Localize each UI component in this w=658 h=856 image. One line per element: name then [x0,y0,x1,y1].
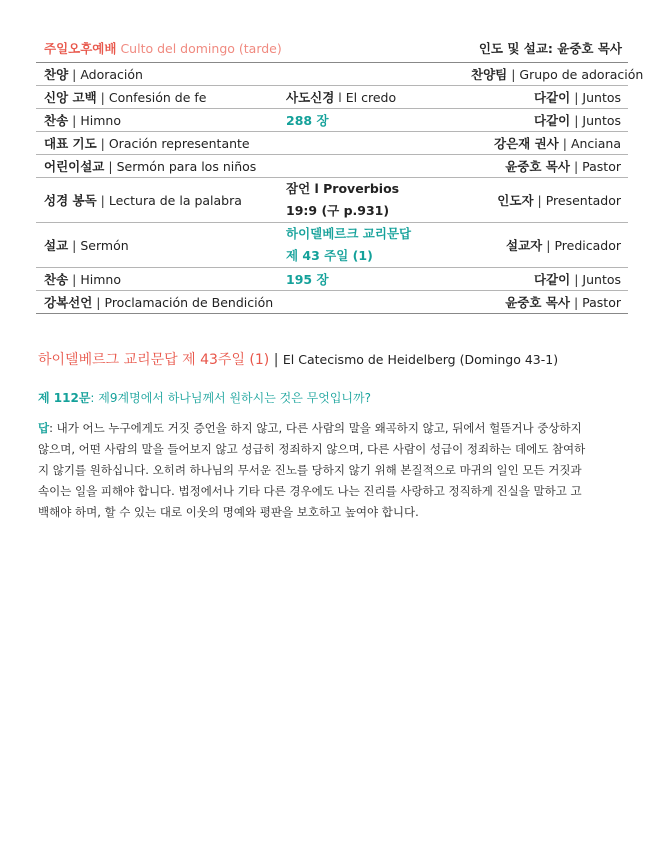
answer-text: : 내가 어느 누구에게도 거짓 증언을 하지 않고, 다른 사람의 말을 왜곡하지 않고, 뒤에서 헐뜯거나 중상하지 않으며, 어떤 사람의 말을 들어보지 않고 성급히 정죄하지 않으며, 다른 사람이 성급이 정죄하는 데에도 참여하지 않기를 원하십니다. 오히려 하나님의 무서운 진노를 당하지 않기 위해 본질적으로 마귀의 일인 모든 거짓과 속이는 일을 피해야 합니다. 법정에서나 기타 다른 경우에도 나는 진리를 사랑하고 정직하게 진실을 말하고 고백해야 하며, 할 수 있는 대로 이웃의 명예와 평판을 보호하고 높여야 합니다. [38,421,586,519]
item-name-es: Himno [80,113,121,128]
leader-ko: 윤중호 목사 [505,159,570,174]
leader-es: Juntos [582,113,621,128]
detail-ko: 사도신경 [286,90,335,105]
table-row [36,109,628,132]
separator: | [100,193,105,208]
service-header [36,36,628,63]
separator: | [574,272,579,287]
item-name-es: Himno [80,272,121,287]
leader-ko: 찬양팀 [471,67,508,82]
leader-es: Predicador [554,238,621,253]
separator: | [100,90,105,105]
leader-es: Pastor [582,295,621,310]
table-row [36,268,628,291]
separator: | [273,352,279,368]
item-name-ko: 찬송 [44,272,69,287]
separator: | [573,295,579,310]
question-text: : 제9계명에서 하나님께서 원하시는 것은 무엇입니까? [90,391,371,405]
table-row [36,63,628,86]
table-row [36,86,628,109]
leader-ko: 인도자 [497,193,534,208]
scripture-reference: 19:9 (구 p.931) [286,203,390,218]
leader-es: Juntos [582,90,621,105]
catechism-title [36,349,628,369]
separator: | [72,67,77,82]
catechism-answer [36,418,588,523]
service-title-ko: 주일오후예배 [44,41,117,56]
separator: | [100,136,105,151]
leader-es: Juntos [582,272,621,287]
item-name-ko: 어린이설교 [44,159,105,174]
separator: | [72,113,77,128]
table-row [36,223,628,268]
item-name-ko: 강복선언 [44,295,93,310]
catechism-question [36,389,628,406]
leader-ko: 다같이 [533,272,571,287]
separator: | [511,67,516,82]
catechism-title-ko: 하이델베르그 교리문답 제 43주일 (1) [38,352,270,368]
separator: | [72,272,77,287]
service-title-es: Culto del domingo (tarde) [120,41,282,56]
hymn-number: 195 장 [286,272,329,287]
table-row [36,155,628,178]
leader-ko: 설교자 [506,238,543,253]
separator: | [537,193,542,208]
table-row [36,291,628,314]
separator: | [574,113,579,128]
item-name-ko: 찬양 [44,67,69,82]
item-name-es: Lectura de la palabra [108,193,242,208]
item-name-es: Oración representante [108,136,250,151]
separator: | [72,238,77,253]
item-name-es: Sermón para los niños [116,159,257,174]
scripture-book: 잠언 l Proverbios [286,181,400,196]
bulletin-page [36,36,644,523]
item-name-es: Confesión de fe [108,90,207,105]
hymn-number: 288 장 [286,113,329,128]
sermon-subtitle: 제 43 주일 (1) [286,248,373,263]
leader-ko: 강은재 권사 [494,136,559,151]
item-name-ko: 대표 기도 [44,136,97,151]
table-row [36,132,628,155]
order-of-worship-table [36,63,644,314]
leader-es: Presentador [545,193,621,208]
leader-ko: 다같이 [533,90,571,105]
separator: | [574,90,579,105]
item-name-es: Adoración [80,67,143,82]
service-preacher [479,39,622,57]
preacher-label: 인도 및 설교: 윤중호 목사 [478,41,622,56]
item-name-ko: 찬송 [44,113,69,128]
item-name-es: Sermón [80,238,129,253]
catechism-title-en: El Catecismo de Heidelberg (Domingo 43-1) [282,352,559,367]
separator: | [546,238,551,253]
separator: l [338,90,342,105]
separator: | [562,136,567,151]
item-name-ko: 성경 봉독 [44,193,97,208]
leader-ko: 다같이 [533,113,571,128]
separator: | [96,295,101,310]
leader-es: Anciana [570,136,621,151]
leader-es: Pastor [582,159,621,174]
item-name-es: Proclamación de Bendición [104,295,274,310]
separator: | [108,159,113,174]
separator: | [573,159,579,174]
table-row [36,178,628,223]
item-name-ko: 설교 [44,238,69,253]
leader-es: Grupo de adoración [519,67,644,82]
item-name-ko: 신앙 고백 [44,90,97,105]
question-label: 제 112문 [38,391,91,405]
sermon-title: 하이델베르크 교리문답 [286,226,412,241]
detail-es: El credo [345,90,397,105]
leader-ko: 윤중호 목사 [505,295,570,310]
service-title [44,39,282,57]
answer-label: 답 [38,421,50,435]
